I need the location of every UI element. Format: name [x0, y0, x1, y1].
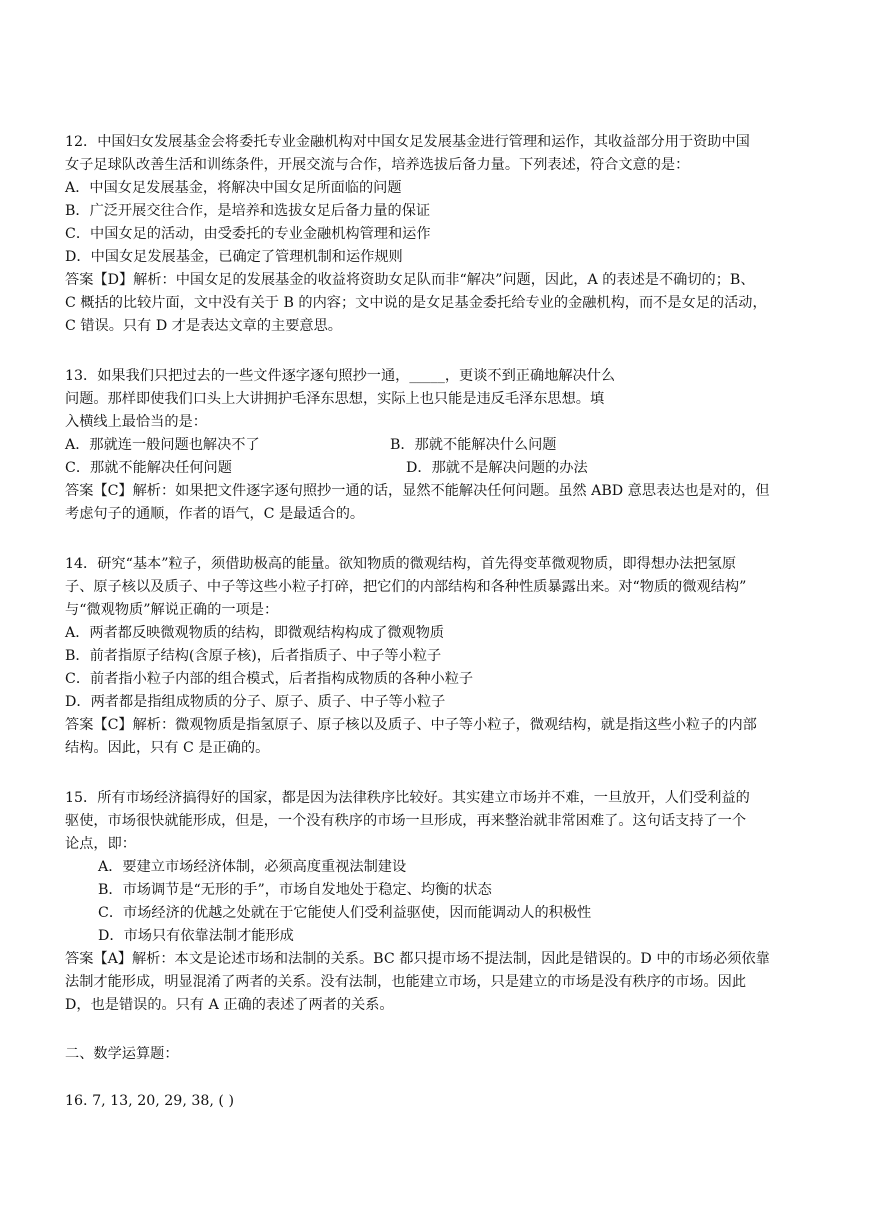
q13-option-a: A．那就连一般问题也解决不了 — [65, 437, 260, 453]
q14-option-b: B．前者指原子结构(含原子核)，后者指质子、中子等小粒子 — [65, 648, 442, 664]
q12-answer-line: C 错误。只有 D 才是表达文章的主要意思。 — [65, 318, 342, 334]
q15-option-c: C．市场经济的优越之处就在于它能使人们受利益驱使，因而能调动人的积极性 — [98, 905, 592, 921]
q14-option-d: D．两者都是指组成物质的分子、原子、质子、中子等小粒子 — [65, 694, 446, 710]
q13-stem-line: 问题。那样即使我们口头上大讲拥护毛泽东思想，实际上也只能是违反毛泽东思想。填 — [65, 391, 605, 407]
q14-answer-line: 结构。因此，只有 C 是正确的。 — [65, 740, 270, 756]
q12-answer-line: 答案【D】解析：中国女足的发展基金的收益将资助女足队而非“解决”问题，因此，A 的表述是不确切的；B、 — [65, 272, 755, 288]
q13-answer-line: 考虑句子的通顺，作者的语气，C 是最适合的。 — [65, 506, 365, 522]
q12-answer-line: C 概括的比较片面，文中没有关于 B 的内容；文中说的是女足基金委托给专业的金融机构，而不是女足的活动， — [65, 295, 767, 311]
q15-option-b: B．市场调节是“无形的手”，市场自发地处于稳定、均衡的状态 — [98, 882, 492, 898]
q13-option-b: B．那就不能解决什么问题 — [390, 437, 557, 453]
q13-answer-line: 答案【C】解析：如果把文件逐字逐句照抄一通的话，显然不能解决任何问题。虽然 ABD 意思表达也是对的，但 — [65, 483, 770, 499]
q15-stem-line: 驱使，市场很快就能形成，但是，一个没有秩序的市场一旦形成，再来整治就非常困难了。这句话支持了一个 — [65, 813, 747, 829]
question-16: 16. 7, 13, 20, 29, 38, ( ) — [65, 1093, 234, 1109]
q15-option-a: A．要建立市场经济体制，必须高度重视法制建设 — [98, 859, 407, 875]
q12-stem-line: 女子足球队改善生活和训练条件，开展交流与合作，培养选拔后备力量。下列表述，符合文意的是： — [65, 157, 690, 173]
q13-option-d: D．那就不是解决问题的办法 — [406, 460, 588, 476]
q15-stem-line: 15．所有市场经济搞得好的国家，都是因为法律秩序比较好。其实建立市场并不难，一旦放开，人们受利益的 — [65, 790, 750, 806]
q15-stem-line: 论点，即： — [65, 836, 136, 852]
q14-answer-line: 答案【C】解析：微观物质是指氢原子、原子核以及质子、中子等小粒子，微观结构，就是指这些小粒子的内部 — [65, 717, 757, 733]
q13-stem-line: 入横线上最恰当的是： — [65, 414, 207, 430]
q12-option-b: B．广泛开展交往合作，是培养和选拔女足后备力量的保证 — [65, 203, 431, 219]
q13-stem-line: 13．如果我们只把过去的一些文件逐字逐句照抄一通，_____，更谈不到正确地解决什么 — [65, 368, 616, 384]
q14-option-a: A．两者都反映微观物质的结构，即微观结构构成了微观物质 — [65, 625, 445, 641]
q15-answer-line: D，也是错误的。只有 A 正确的表述了两者的关系。 — [65, 997, 394, 1013]
q12-option-a: A．中国女足发展基金，将解决中国女足所面临的问题 — [65, 180, 402, 196]
q15-answer-line: 法制才能形成，明显混淆了两者的关系。没有法制，也能建立市场，只是建立的市场是没有秩序的市场。因此 — [65, 974, 747, 990]
section-heading: 二、数学运算题： — [65, 1046, 179, 1062]
q14-stem-line: 14．研究“基本”粒子，须借助极高的能量。欲知物质的微观结构，首先得变革微观物质，即得想办法把氢原 — [65, 556, 737, 572]
q15-option-d: D．市场只有依靠法制才能形成 — [98, 928, 294, 944]
q14-option-c: C．前者指小粒子内部的组合模式，后者指构成物质的各种小粒子 — [65, 671, 474, 687]
q14-stem-line: 子、原子核以及质子、中子等这些小粒子打碎，把它们的内部结构和各种性质暴露出来。对“物质的微观结构” — [65, 579, 747, 595]
q12-option-d: D．中国女足发展基金，已确定了管理机制和运作规则 — [65, 249, 403, 265]
q12-option-c: C．中国女足的活动，由受委托的专业金融机构管理和运作 — [65, 226, 431, 242]
q12-stem-line: 12．中国妇女发展基金会将委托专业金融机构对中国女足发展基金进行管理和运作，其收益部分用于资助中国 — [65, 134, 750, 150]
q15-answer-line: 答案【A】解析：本文是论述市场和法制的关系。BC 都只提市场不提法制，因此是错误的。D 中的市场必须依靠 — [65, 951, 770, 967]
q13-option-c: C．那就不能解决任何问题 — [65, 460, 232, 476]
q14-stem-line: 与“微观物质”解说正确的一项是： — [65, 602, 279, 618]
